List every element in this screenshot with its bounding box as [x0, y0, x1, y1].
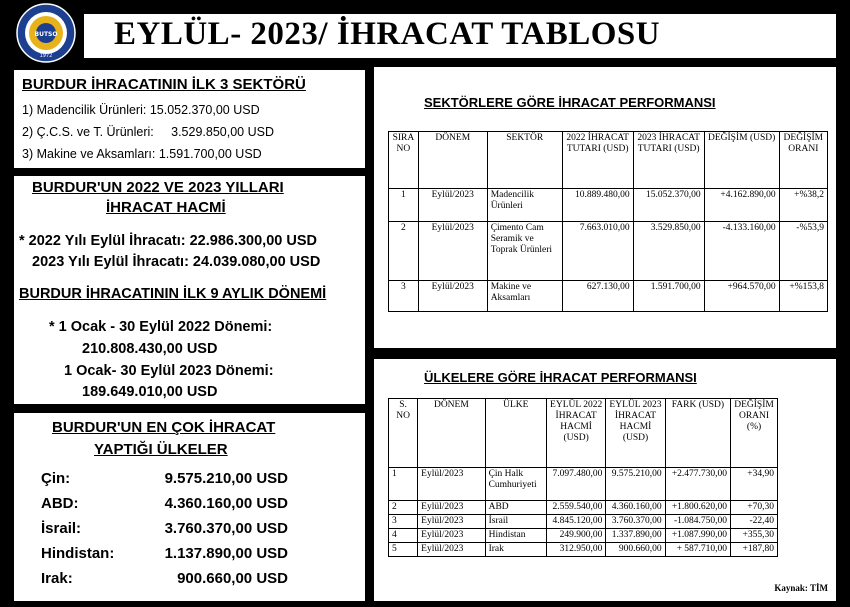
countries-heading-line2: YAPTIĞI ÜLKELER: [94, 441, 228, 458]
period-2023-value: 189.649.010,00 USD: [82, 384, 218, 400]
cell: 10.889.480,00: [562, 189, 633, 222]
cell: +1.800.620,00: [665, 501, 730, 515]
cell: +%153,8: [779, 281, 827, 312]
col-header: FARK (USD): [665, 399, 730, 468]
cell: Eylül/2023: [418, 189, 487, 222]
table-row: [389, 543, 778, 557]
volume-heading-line1: BURDUR'UN 2022 VE 2023 YILLARI: [32, 179, 284, 196]
sector-table: [388, 131, 828, 312]
cell: -4.133.160,00: [704, 222, 779, 281]
cell: Irak: [485, 543, 546, 557]
cell: 3: [389, 281, 419, 312]
cell: 4.360.160,00: [606, 501, 665, 515]
cell: Eylül/2023: [418, 515, 485, 529]
cell: Çin Halk Cumhuriyeti: [485, 468, 546, 501]
nine-month-heading: BURDUR İHRACATININ İLK 9 AYLIK DÖNEMİ: [19, 286, 327, 302]
table-row: [389, 529, 778, 543]
cell: +%38,2: [779, 189, 827, 222]
col-header: ÜLKE: [485, 399, 546, 468]
cell: 3.760.370,00: [606, 515, 665, 529]
cell: 627.130,00: [562, 281, 633, 312]
cell: Makine ve Aksamları: [487, 281, 562, 312]
sector-item: 3) Makine ve Aksamları: 1.591.700,00 USD: [22, 147, 262, 161]
cell: +4.162.890,00: [704, 189, 779, 222]
country-value: 1.137.890,00 USD: [164, 545, 288, 562]
col-header: DEĞİŞİM ORANI (%): [731, 399, 778, 468]
cell: 249.900,00: [546, 529, 605, 543]
cell: 7.097.480,00: [546, 468, 605, 501]
table-row: [389, 281, 828, 312]
cell: -22,40: [731, 515, 778, 529]
cell: +34,90: [731, 468, 778, 501]
cell: Hindistan: [485, 529, 546, 543]
volume-heading-line2: İHRACAT HACMİ: [106, 199, 226, 216]
title-bar: [84, 14, 836, 58]
country-name: Çin:: [41, 470, 71, 487]
chamber-logo: [14, 3, 78, 63]
cell: 1.337.890,00: [606, 529, 665, 543]
cell: 9.575.210,00: [606, 468, 665, 501]
cell: 2.559.540,00: [546, 501, 605, 515]
source-note: Kaynak: TİM: [774, 583, 828, 593]
period-2022-label: * 1 Ocak - 30 Eylül 2022 Dönemi:: [49, 319, 273, 335]
countries-heading-line1: BURDUR'UN EN ÇOK İHRACAT: [52, 419, 276, 436]
period-2022-value: 210.808.430,00 USD: [82, 341, 218, 357]
volume-panel: [14, 176, 365, 404]
cell: Eylül/2023: [418, 543, 485, 557]
cell: Eylül/2023: [418, 468, 485, 501]
top-sectors-heading: BURDUR İHRACATININ İLK 3 SEKTÖRÜ: [22, 76, 306, 93]
col-header: EYLÜL 2023 İHRACAT HACMİ (USD): [606, 399, 665, 468]
table-header-row: [389, 132, 828, 189]
col-header: DEĞİŞİM ORANI: [779, 132, 827, 189]
col-header: SEKTÖR: [487, 132, 562, 189]
cell: 3: [389, 515, 418, 529]
col-header: 2022 İHRACAT TUTARI (USD): [562, 132, 633, 189]
country-value: 900.660,00 USD: [177, 570, 288, 587]
chamber-seal-icon: [14, 3, 78, 63]
cell: 2: [389, 222, 419, 281]
country-name: ABD:: [41, 495, 79, 512]
table-header-row: [389, 399, 778, 468]
cell: +2.477.730,00: [665, 468, 730, 501]
sector-item: 1) Madencilik Ürünleri: 15.052.370,00 USD: [22, 103, 260, 117]
cell: Eylül/2023: [418, 501, 485, 515]
table-row: [389, 189, 828, 222]
col-header: DÖNEM: [418, 132, 487, 189]
svg-text:BUTSO: BUTSO: [34, 31, 58, 38]
col-header: 2023 İHRACAT TUTARI (USD): [633, 132, 704, 189]
cell: +964.570,00: [704, 281, 779, 312]
country-table: [388, 398, 778, 557]
cell: 3.529.850,00: [633, 222, 704, 281]
cell: Madencilik Ürünleri: [487, 189, 562, 222]
cell: 312.950,00: [546, 543, 605, 557]
table-row: [389, 515, 778, 529]
cell: 4.845.120,00: [546, 515, 605, 529]
country-name: Irak:: [41, 570, 73, 587]
cell: Eylül/2023: [418, 529, 485, 543]
country-name: Hindistan:: [41, 545, 115, 562]
cell: Çimento Cam Seramik ve Toprak Ürünleri: [487, 222, 562, 281]
svg-text:1972: 1972: [39, 53, 53, 59]
top-countries-panel: [14, 413, 365, 601]
table-row: [389, 468, 778, 501]
period-2023-label: 1 Ocak- 30 Eylül 2023 Dönemi:: [64, 363, 274, 379]
cell: 15.052.370,00: [633, 189, 704, 222]
country-performance-panel: [374, 359, 836, 601]
country-value: 4.360.160,00 USD: [164, 495, 288, 512]
cell: 900.660,00: [606, 543, 665, 557]
volume-2023-line: 2023 Yılı Eylül İhracatı: 24.039.080,00 USD: [32, 254, 321, 270]
col-header: DEĞİŞİM (USD): [704, 132, 779, 189]
col-header: DÖNEM: [418, 399, 485, 468]
country-name: İsrail:: [41, 520, 82, 537]
sector-item: 2) Ç.C.S. ve T. Ürünleri: 3.529.850,00 USD: [22, 125, 274, 139]
volume-2022-line: * 2022 Yılı Eylül İhracatı: 22.986.300,00 USD: [19, 233, 317, 249]
cell: 2: [389, 501, 418, 515]
cell: 1.591.700,00: [633, 281, 704, 312]
col-header: S. NO: [389, 399, 418, 468]
cell: -1.084.750,00: [665, 515, 730, 529]
cell: + 587.710,00: [665, 543, 730, 557]
cell: +1.087.990,00: [665, 529, 730, 543]
cell: +70,30: [731, 501, 778, 515]
cell: Eylül/2023: [418, 222, 487, 281]
cell: ABD: [485, 501, 546, 515]
cell: 7.663.010,00: [562, 222, 633, 281]
cell: -%53,9: [779, 222, 827, 281]
cell: 1: [389, 189, 419, 222]
cell: +355,30: [731, 529, 778, 543]
sector-table-title: SEKTÖRLERE GÖRE İHRACAT PERFORMANSI: [424, 95, 716, 110]
cell: Eylül/2023: [418, 281, 487, 312]
cell: İsrail: [485, 515, 546, 529]
cell: 1: [389, 468, 418, 501]
sector-performance-panel: [374, 67, 836, 348]
country-table-title: ÜLKELERE GÖRE İHRACAT PERFORMANSI: [424, 370, 697, 385]
cell: 5: [389, 543, 418, 557]
table-row: [389, 501, 778, 515]
country-value: 3.760.370,00 USD: [164, 520, 288, 537]
col-header: EYLÜL 2022 İHRACAT HACMİ (USD): [546, 399, 605, 468]
cell: 4: [389, 529, 418, 543]
page-title: EYLÜL- 2023/ İHRACAT TABLOSU: [114, 16, 661, 52]
country-value: 9.575.210,00 USD: [164, 470, 288, 487]
cell: +187,80: [731, 543, 778, 557]
table-row: [389, 222, 828, 281]
top-sectors-panel: [14, 70, 365, 168]
col-header: SIRA NO: [389, 132, 419, 189]
